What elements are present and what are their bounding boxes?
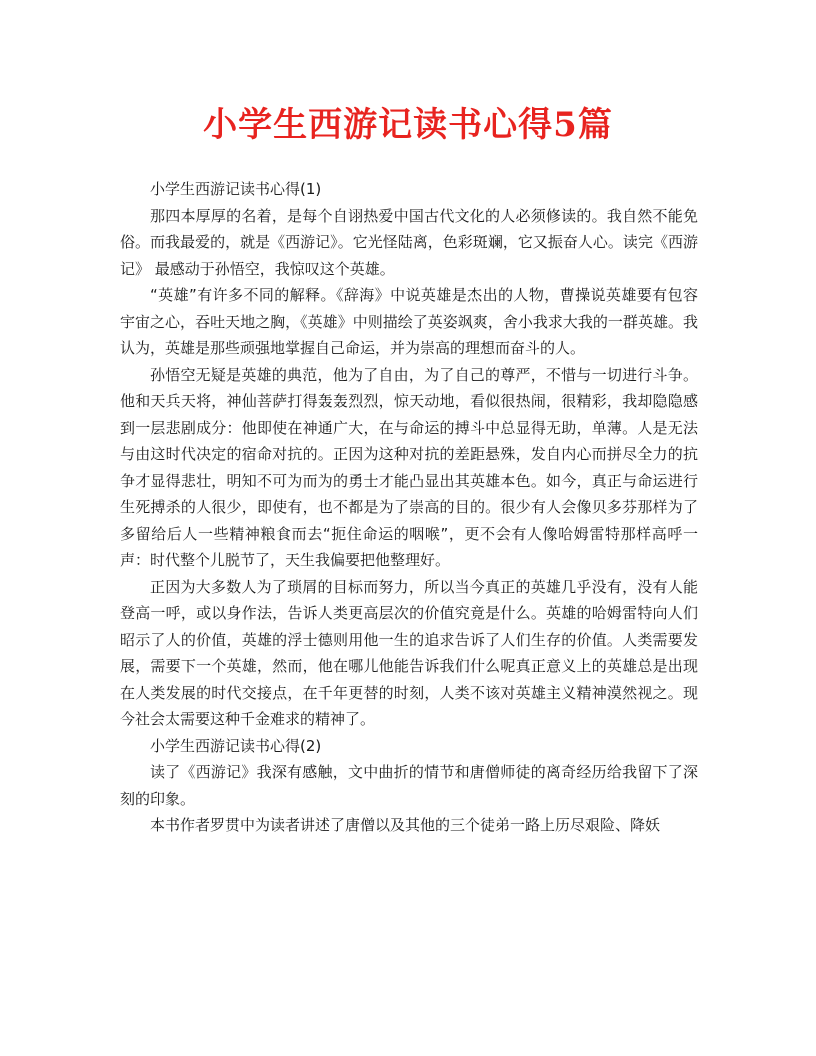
document-body (120, 176, 698, 839)
paragraph: 读了《西游记》我深有感触，文中曲折的情节和唐僧师徒的离奇经历给我留下了深刻的印象。 (120, 763, 698, 808)
paragraph: 孙悟空无疑是英雄的典范，他为了自由，为了自己的尊严，不惜与一切进行斗争。他和天兵天将，神仙菩萨打得轰轰烈烈，惊天动地，看似很热闹，很精彩，我却隐隐感到一层悲剧成分：他即使在神通广大，在与命运的搏斗中总显得无助，单薄。人是无法与由这时代决定的宿命对抗的。正因为这种对抗的差距悬殊，发自内心而拼尽全力的抗争才显得悲壮，明知不可为而为的勇士才能凸显出其英雄本色。如今，真正与命运进行生死搏杀的人很少，即使有，也不都是为了崇高的目的。很少有人会像贝多芬那样为了多留给后人一些精神粮食而去“扼住命运的咽喉”，更不会有人像哈姆雷特那样高呼一声：时代整个儿脱节了，天生我偏要把他整理好。 (120, 365, 698, 569)
paragraph: 本书作者罗贯中为读者讲述了唐僧以及其他的三个徒弟一路上历尽艰险、降妖 (150, 816, 661, 834)
section-heading-1: 小学生西游记读书心得(1) (150, 180, 322, 198)
section-heading-2: 小学生西游记读书心得(2) (150, 736, 322, 755)
paragraph: 那四本厚厚的名着，是每个自诩热爱中国古代文化的人必须修读的。我自然不能免俗。而我最爱的，就是《西游记》。它光怪陆离，色彩斑斓，它又振奋人心。读完《西游记》 最感动于孙悟空，我惊叹这个英雄。 (120, 206, 698, 278)
paragraph: “英雄”有许多不同的解释。《辞海》中说英雄是杰出的人物，曹操说英雄要有包容宇宙之心，吞吐天地之胸，《英雄》中则描绘了英姿飒爽，舍小我求大我的一群英雄。我认为，英雄是那些顽强地掌握自己命运，并为崇高的理想而奋斗的人。 (120, 286, 698, 357)
document-title: 小学生西游记读书心得5篇 (203, 105, 613, 145)
paragraph: 正因为大多数人为了琐屑的目标而努力，所以当今真正的英雄几乎没有，没有人能登高一呼，或以身作法，告诉人类更高层次的价值究竟是什么。英雄的哈姆雷特向人们昭示了人的价值，英雄的浮士德则用他一生的追求告诉了人们生存的价值。人类需要发展，需要下一个英雄，然而，他在哪儿他能告诉我们什么呢真正意义上的英雄总是出现在人类发展的时代交接点，在千年更替的时刻，人类不该对英雄主义精神漠然视之。现今社会太需要这种千金难求的精神了。 (120, 577, 698, 728)
